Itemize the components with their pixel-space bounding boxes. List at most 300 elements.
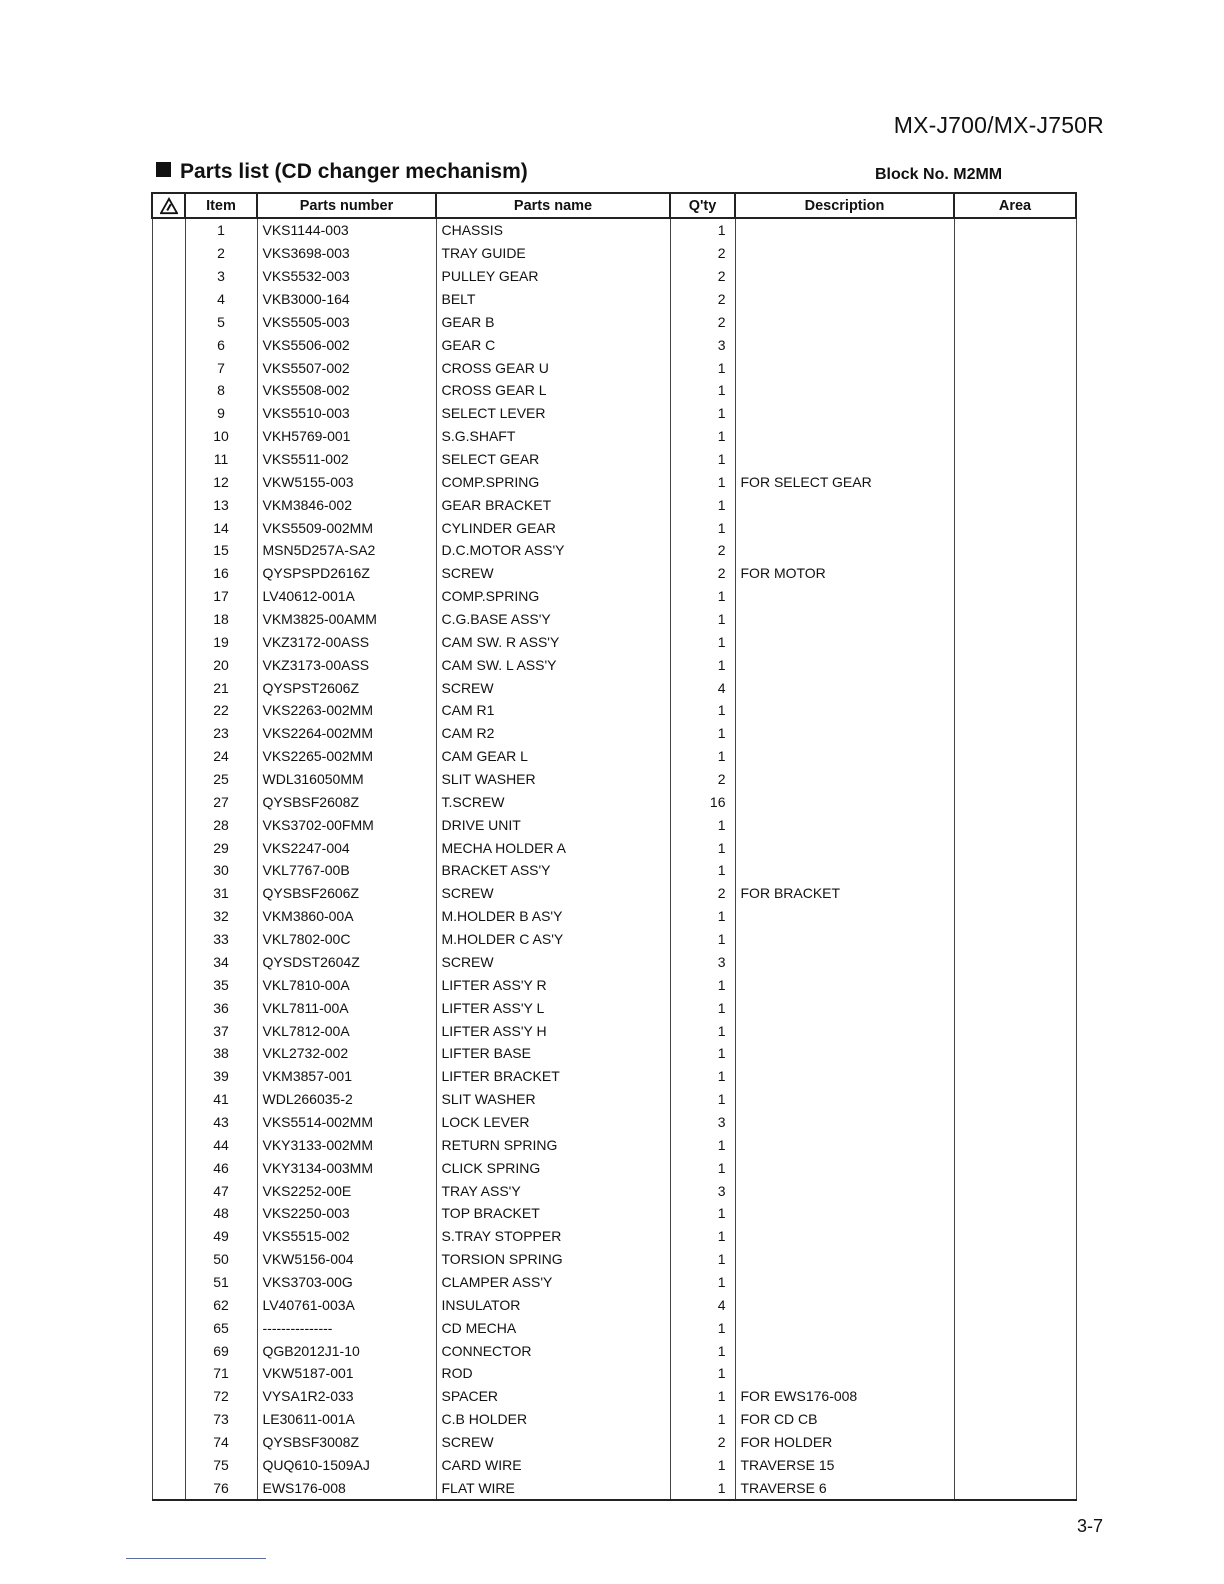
parts-number-cell: LE30611-001A [257, 1408, 436, 1431]
table-row [152, 813, 1076, 836]
parts-name-cell: CAM R1 [436, 699, 670, 722]
parts-number-cell: VKZ3173-00ASS [257, 653, 436, 676]
qty-cell: 2 [670, 242, 735, 265]
parts-number-cell: VKM3860-00A [257, 905, 436, 928]
parts-name-cell: COMP.SPRING [436, 585, 670, 608]
qty-cell: 1 [670, 1019, 735, 1042]
description-cell [735, 722, 954, 745]
qty-cell: 3 [670, 1179, 735, 1202]
table-row [152, 1339, 1076, 1362]
item-cell: 27 [185, 790, 257, 813]
qty-cell: 2 [670, 265, 735, 288]
parts-number-cell: QGB2012J1-10 [257, 1339, 436, 1362]
parts-number-cell: VKW5187-001 [257, 1362, 436, 1385]
warn-cell [152, 722, 185, 745]
description-cell [735, 218, 954, 242]
parts-name-cell: LIFTER ASS'Y L [436, 996, 670, 1019]
warn-cell [152, 265, 185, 288]
parts-number-cell: VKM3846-002 [257, 493, 436, 516]
parts-name-cell: LIFTER BRACKET [436, 1065, 670, 1088]
table-row [152, 448, 1076, 471]
parts-number-cell: WDL316050MM [257, 768, 436, 791]
parts-name-cell: ROD [436, 1362, 670, 1385]
parts-number-cell: VKL2732-002 [257, 1042, 436, 1065]
qty-cell: 1 [670, 653, 735, 676]
parts-number-cell: VKS2247-004 [257, 836, 436, 859]
parts-name-cell: LIFTER BASE [436, 1042, 670, 1065]
qty-cell: 3 [670, 333, 735, 356]
warn-cell [152, 1408, 185, 1431]
parts-number-cell: --------------- [257, 1316, 436, 1339]
item-cell: 49 [185, 1225, 257, 1248]
item-cell: 30 [185, 859, 257, 882]
parts-number-cell: VKS2264-002MM [257, 722, 436, 745]
parts-number-cell: VKL7812-00A [257, 1019, 436, 1042]
description-cell [735, 310, 954, 333]
description-cell [735, 905, 954, 928]
description-cell [735, 1156, 954, 1179]
description-cell [735, 402, 954, 425]
qty-cell: 1 [670, 1271, 735, 1294]
area-cell [954, 1271, 1076, 1294]
area-cell [954, 768, 1076, 791]
description-cell [735, 608, 954, 631]
parts-name-cell: SELECT GEAR [436, 448, 670, 471]
table-row [152, 356, 1076, 379]
description-cell: FOR EWS176-008 [735, 1385, 954, 1408]
area-cell [954, 1248, 1076, 1271]
parts-number-column-header: Parts number [257, 193, 436, 218]
description-cell [735, 836, 954, 859]
block-number: Block No. M2MM [875, 166, 1003, 183]
description-cell [735, 288, 954, 311]
item-cell: 34 [185, 951, 257, 974]
parts-number-cell: VKS5509-002MM [257, 516, 436, 539]
item-cell: 1 [185, 218, 257, 242]
item-cell: 62 [185, 1293, 257, 1316]
area-column-header: Area [954, 193, 1076, 218]
item-cell: 21 [185, 676, 257, 699]
area-cell [954, 882, 1076, 905]
parts-name-cell: M.HOLDER C AS'Y [436, 928, 670, 951]
parts-name-cell: TORSION SPRING [436, 1248, 670, 1271]
warn-cell [152, 1385, 185, 1408]
warn-cell [152, 242, 185, 265]
safety-column-header [152, 193, 185, 218]
description-cell [735, 676, 954, 699]
qty-cell: 1 [670, 1133, 735, 1156]
table-row [152, 653, 1076, 676]
description-cell [735, 539, 954, 562]
parts-number-cell: VKS3702-00FMM [257, 813, 436, 836]
qty-cell: 2 [670, 539, 735, 562]
item-cell: 20 [185, 653, 257, 676]
item-cell: 22 [185, 699, 257, 722]
parts-number-cell: MSN5D257A-SA2 [257, 539, 436, 562]
table-row [152, 836, 1076, 859]
parts-name-cell: CYLINDER GEAR [436, 516, 670, 539]
qty-cell: 1 [670, 905, 735, 928]
area-cell [954, 242, 1076, 265]
warn-cell [152, 1362, 185, 1385]
area-cell [954, 859, 1076, 882]
qty-cell: 2 [670, 882, 735, 905]
parts-name-cell: C.G.BASE ASS'Y [436, 608, 670, 631]
table-row [152, 539, 1076, 562]
warn-cell [152, 288, 185, 311]
warn-cell [152, 790, 185, 813]
qty-cell: 1 [670, 1225, 735, 1248]
warn-cell [152, 973, 185, 996]
description-cell [735, 1362, 954, 1385]
area-cell [954, 813, 1076, 836]
item-cell: 44 [185, 1133, 257, 1156]
item-cell: 15 [185, 539, 257, 562]
parts-number-cell: VKW5155-003 [257, 470, 436, 493]
warn-cell [152, 402, 185, 425]
warn-cell [152, 1156, 185, 1179]
warn-cell [152, 768, 185, 791]
description-cell [735, 1065, 954, 1088]
description-cell [735, 1088, 954, 1111]
warn-cell [152, 516, 185, 539]
section-title [156, 160, 528, 184]
description-cell [735, 448, 954, 471]
description-cell [735, 265, 954, 288]
qty-cell: 1 [670, 1065, 735, 1088]
parts-number-cell: VKS5532-003 [257, 265, 436, 288]
parts-name-cell: SLIT WASHER [436, 1088, 670, 1111]
description-cell [735, 928, 954, 951]
area-cell [954, 745, 1076, 768]
warn-cell [152, 1476, 185, 1500]
item-cell: 3 [185, 265, 257, 288]
parts-name-cell: CONNECTOR [436, 1339, 670, 1362]
parts-number-cell: VKS5511-002 [257, 448, 436, 471]
item-cell: 47 [185, 1179, 257, 1202]
qty-cell: 1 [670, 425, 735, 448]
item-cell: 75 [185, 1453, 257, 1476]
item-cell: 35 [185, 973, 257, 996]
description-cell: FOR BRACKET [735, 882, 954, 905]
parts-number-cell: VKW5156-004 [257, 1248, 436, 1271]
area-cell [954, 1111, 1076, 1134]
warn-cell [152, 1202, 185, 1225]
area-cell [954, 1476, 1076, 1500]
table-row [152, 1408, 1076, 1431]
table-row [152, 1042, 1076, 1065]
item-cell: 19 [185, 630, 257, 653]
table-row [152, 1293, 1076, 1316]
description-cell [735, 493, 954, 516]
qty-cell: 1 [670, 1156, 735, 1179]
item-cell: 7 [185, 356, 257, 379]
qty-cell: 1 [670, 996, 735, 1019]
parts-number-cell: VKM3825-00AMM [257, 608, 436, 631]
item-cell: 33 [185, 928, 257, 951]
item-cell: 10 [185, 425, 257, 448]
warn-cell [152, 1271, 185, 1294]
description-cell: FOR MOTOR [735, 562, 954, 585]
table-row [152, 1088, 1076, 1111]
area-cell [954, 1019, 1076, 1042]
area-cell [954, 1453, 1076, 1476]
parts-number-cell: VKL7802-00C [257, 928, 436, 951]
parts-number-cell: VKS5505-003 [257, 310, 436, 333]
parts-number-cell: QYSBSF2606Z [257, 882, 436, 905]
warn-cell [152, 1339, 185, 1362]
table-row [152, 996, 1076, 1019]
qty-cell: 2 [670, 562, 735, 585]
qty-cell: 4 [670, 676, 735, 699]
item-cell: 28 [185, 813, 257, 836]
table-row [152, 882, 1076, 905]
table-row [152, 1065, 1076, 1088]
warn-cell [152, 562, 185, 585]
parts-name-cell: GEAR BRACKET [436, 493, 670, 516]
warn-cell [152, 1042, 185, 1065]
item-cell: 2 [185, 242, 257, 265]
area-cell [954, 1133, 1076, 1156]
qty-cell: 1 [670, 1202, 735, 1225]
parts-name-cell: M.HOLDER B AS'Y [436, 905, 670, 928]
area-cell [954, 928, 1076, 951]
parts-name-cell: TOP BRACKET [436, 1202, 670, 1225]
warn-cell [152, 218, 185, 242]
area-cell [954, 699, 1076, 722]
parts-number-cell: VKS5506-002 [257, 333, 436, 356]
table-row [152, 722, 1076, 745]
parts-number-cell: QYSPST2606Z [257, 676, 436, 699]
parts-number-cell: LV40761-003A [257, 1293, 436, 1316]
parts-name-cell: LOCK LEVER [436, 1111, 670, 1134]
parts-number-cell: VKM3857-001 [257, 1065, 436, 1088]
qty-cell: 1 [670, 859, 735, 882]
qty-cell: 3 [670, 1111, 735, 1134]
area-cell [954, 1225, 1076, 1248]
item-cell: 43 [185, 1111, 257, 1134]
description-cell [735, 1042, 954, 1065]
parts-number-cell: WDL266035-2 [257, 1088, 436, 1111]
item-cell: 73 [185, 1408, 257, 1431]
item-cell: 23 [185, 722, 257, 745]
item-cell: 39 [185, 1065, 257, 1088]
parts-name-cell: BELT [436, 288, 670, 311]
qty-cell: 1 [670, 1316, 735, 1339]
warn-cell [152, 1179, 185, 1202]
parts-number-cell: VKS5510-003 [257, 402, 436, 425]
warn-cell [152, 1453, 185, 1476]
table-row [152, 265, 1076, 288]
table-row [152, 1133, 1076, 1156]
item-cell: 29 [185, 836, 257, 859]
model-number: MX-J700/MX-J750R [893, 112, 1104, 138]
description-cell [735, 1019, 954, 1042]
table-row [152, 402, 1076, 425]
area-cell [954, 1385, 1076, 1408]
qty-cell: 1 [670, 1385, 735, 1408]
table-row [152, 928, 1076, 951]
parts-number-cell: QYSDST2604Z [257, 951, 436, 974]
parts-name-cell: INSULATOR [436, 1293, 670, 1316]
description-cell [735, 951, 954, 974]
item-column-header: Item [185, 193, 257, 218]
description-cell [735, 1202, 954, 1225]
parts-name-cell: PULLEY GEAR [436, 265, 670, 288]
area-cell [954, 1408, 1076, 1431]
parts-name-cell: CHASSIS [436, 218, 670, 242]
item-cell: 6 [185, 333, 257, 356]
warn-cell [152, 882, 185, 905]
qty-cell: 1 [670, 928, 735, 951]
area-cell [954, 1431, 1076, 1454]
parts-number-cell: EWS176-008 [257, 1476, 436, 1500]
qty-cell: 1 [670, 1476, 735, 1500]
parts-name-cell: COMP.SPRING [436, 470, 670, 493]
table-row [152, 1476, 1076, 1500]
warn-cell [152, 425, 185, 448]
item-cell: 71 [185, 1362, 257, 1385]
table-row [152, 859, 1076, 882]
qty-cell: 1 [670, 218, 735, 242]
area-cell [954, 310, 1076, 333]
description-cell [735, 1293, 954, 1316]
parts-name-cell: CAM R2 [436, 722, 670, 745]
item-cell: 18 [185, 608, 257, 631]
description-cell [735, 242, 954, 265]
table-row [152, 973, 1076, 996]
table-row [152, 218, 1076, 242]
parts-number-cell: QYSBSF2608Z [257, 790, 436, 813]
description-cell [735, 333, 954, 356]
qty-cell: 1 [670, 1248, 735, 1271]
parts-number-cell: VKS3703-00G [257, 1271, 436, 1294]
parts-name-cell: SPACER [436, 1385, 670, 1408]
qty-cell: 1 [670, 1453, 735, 1476]
description-cell: FOR SELECT GEAR [735, 470, 954, 493]
description-cell [735, 1339, 954, 1362]
parts-name-cell: CROSS GEAR L [436, 379, 670, 402]
table-row [152, 1179, 1076, 1202]
description-cell [735, 1316, 954, 1339]
area-cell [954, 1065, 1076, 1088]
item-cell: 25 [185, 768, 257, 791]
section-title-text: Parts list (CD changer mechanism) [180, 160, 528, 183]
table-row [152, 1202, 1076, 1225]
warn-cell [152, 1225, 185, 1248]
area-cell [954, 1202, 1076, 1225]
parts-number-cell: VKS5515-002 [257, 1225, 436, 1248]
parts-number-cell: VKS2250-003 [257, 1202, 436, 1225]
parts-number-cell: VKL7811-00A [257, 996, 436, 1019]
description-cell [735, 653, 954, 676]
table-row [152, 790, 1076, 813]
area-cell [954, 722, 1076, 745]
warn-cell [152, 1293, 185, 1316]
table-row [152, 516, 1076, 539]
qty-cell: 1 [670, 1408, 735, 1431]
qty-cell: 1 [670, 1339, 735, 1362]
parts-number-cell: VKS5514-002MM [257, 1111, 436, 1134]
area-cell [954, 1339, 1076, 1362]
warn-cell [152, 448, 185, 471]
area-cell [954, 608, 1076, 631]
item-cell: 76 [185, 1476, 257, 1500]
area-cell [954, 333, 1076, 356]
warn-cell [152, 608, 185, 631]
warn-cell [152, 356, 185, 379]
parts-name-cell: SCREW [436, 882, 670, 905]
table-row [152, 310, 1076, 333]
qty-cell: 1 [670, 356, 735, 379]
parts-number-cell: VKY3134-003MM [257, 1156, 436, 1179]
table-row [152, 1271, 1076, 1294]
warn-cell [152, 585, 185, 608]
table-row [152, 1225, 1076, 1248]
warn-cell [152, 1316, 185, 1339]
item-cell: 13 [185, 493, 257, 516]
table-row [152, 1431, 1076, 1454]
warn-cell [152, 859, 185, 882]
qty-cell: 1 [670, 516, 735, 539]
qty-cell: 1 [670, 1042, 735, 1065]
parts-number-cell: QYSPSPD2616Z [257, 562, 436, 585]
area-cell [954, 516, 1076, 539]
area-cell [954, 288, 1076, 311]
table-row [152, 470, 1076, 493]
description-cell [735, 1133, 954, 1156]
area-cell [954, 1042, 1076, 1065]
area-cell [954, 356, 1076, 379]
item-cell: 72 [185, 1385, 257, 1408]
warn-cell [152, 470, 185, 493]
qty-cell: 4 [670, 1293, 735, 1316]
item-cell: 69 [185, 1339, 257, 1362]
area-cell [954, 539, 1076, 562]
parts-name-cell: CAM GEAR L [436, 745, 670, 768]
item-cell: 74 [185, 1431, 257, 1454]
warn-cell [152, 379, 185, 402]
parts-name-cell: LIFTER ASS'Y H [436, 1019, 670, 1042]
table-row [152, 493, 1076, 516]
warn-cell [152, 996, 185, 1019]
area-cell [954, 630, 1076, 653]
table-row [152, 699, 1076, 722]
footer-line [126, 1558, 266, 1559]
parts-name-cell: SCREW [436, 562, 670, 585]
table-row [152, 1156, 1076, 1179]
qty-cell: 1 [670, 836, 735, 859]
parts-number-cell: VKZ3172-00ASS [257, 630, 436, 653]
table-row [152, 1316, 1076, 1339]
table-row [152, 333, 1076, 356]
table-row [152, 379, 1076, 402]
table-header [152, 193, 1076, 218]
item-cell: 11 [185, 448, 257, 471]
parts-number-cell: VYSA1R2-033 [257, 1385, 436, 1408]
warn-cell [152, 1133, 185, 1156]
warn-cell [152, 676, 185, 699]
item-cell: 16 [185, 562, 257, 585]
description-cell: FOR HOLDER [735, 1431, 954, 1454]
table-row [152, 585, 1076, 608]
description-cell [735, 516, 954, 539]
qty-cell: 1 [670, 493, 735, 516]
parts-number-cell: VKL7767-00B [257, 859, 436, 882]
parts-name-cell: TRAY GUIDE [436, 242, 670, 265]
warn-cell [152, 1111, 185, 1134]
parts-name-cell: SCREW [436, 1431, 670, 1454]
